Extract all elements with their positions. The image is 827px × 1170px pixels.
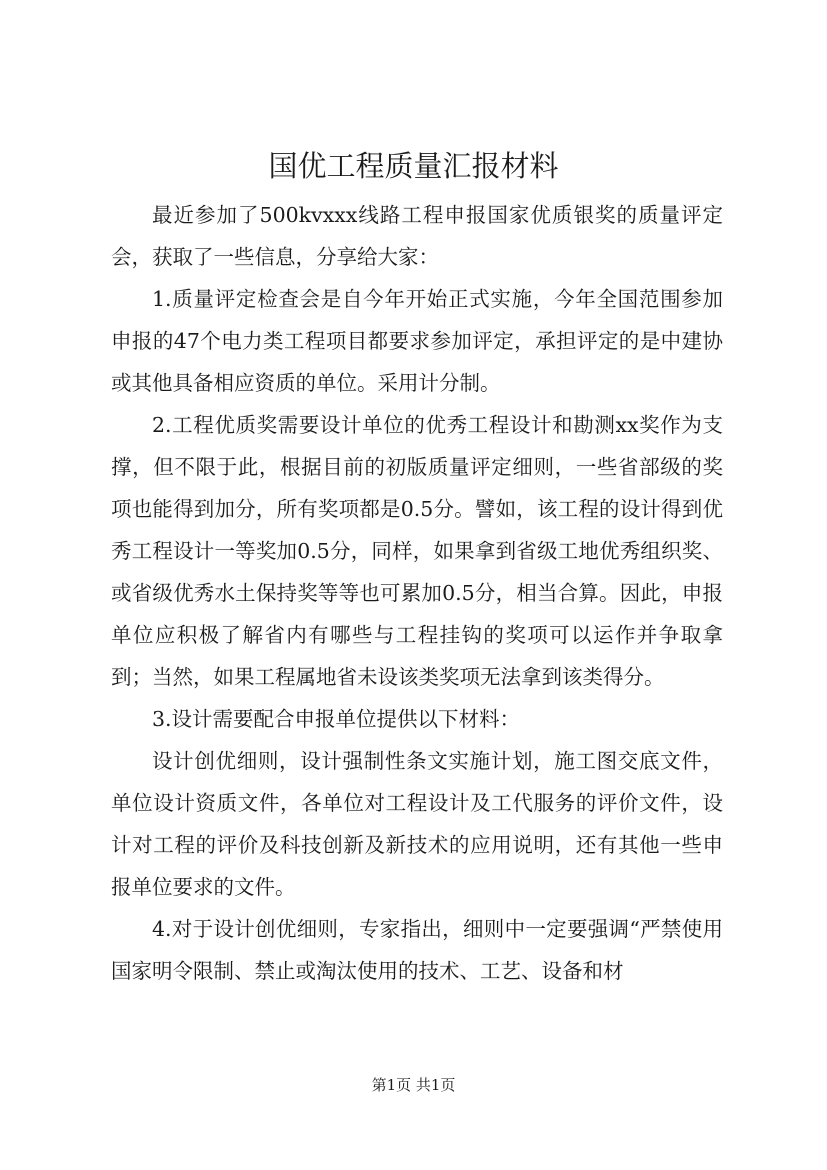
paragraph-materials: 设计创优细则，设计强制性条文实施计划，施工图交底文件，单位设计资质文件，各单位对工程设计及工代服务的评价文件，设计对工程的评价及科技创新及新技术的应用说明，还有其他一些申报单位要求的文件。: [111, 749, 723, 899]
paragraph-item-3: 3.设计需要配合申报单位提供以下材料：: [152, 707, 521, 731]
paragraph-item-1: 1.质量评定检查会是自今年开始正式实施，今年全国范围参加申报的47个电力类工程项目都要求参加评定，承担评定的是中建协或其他具备相应资质的单位。采用计分制。: [111, 287, 723, 395]
document-body: [111, 194, 723, 992]
paragraph-intro: 最近参加了500kvxxx线路工程申报国家优质银奖的质量评定会，获取了一些信息，分享给大家：: [111, 203, 723, 269]
document-title: 国优工程质量汇报材料: [268, 149, 559, 183]
paragraph-item-2: 2.工程优质奖需要设计单位的优秀工程设计和勘测xx奖作为支撑，但不限于此，根据目前的初版质量评定细则，一些省部级的奖项也能得到加分，所有奖项都是0.5分。譬如，该工程的设计得到优秀工程设计一等奖加0.5分，同样，如果拿到省级工地优秀组织奖、或省级优秀水土保持奖等等也可累加0.5分，相当合算。因此，申报单位应积极了解省内有哪些与工程挂钩的奖项可以运作并争取拿到；当然，如果工程属地省未设该类奖项无法拿到该类得分。: [111, 413, 723, 689]
page-footer: 第1页 共1页: [371, 1076, 456, 1094]
paragraph-item-4: 4.对于设计创优细则，专家指出，细则中一定要强调“严禁使用国家明令限制、禁止或淘汰使用的技术、工艺、设备和材: [111, 917, 723, 983]
